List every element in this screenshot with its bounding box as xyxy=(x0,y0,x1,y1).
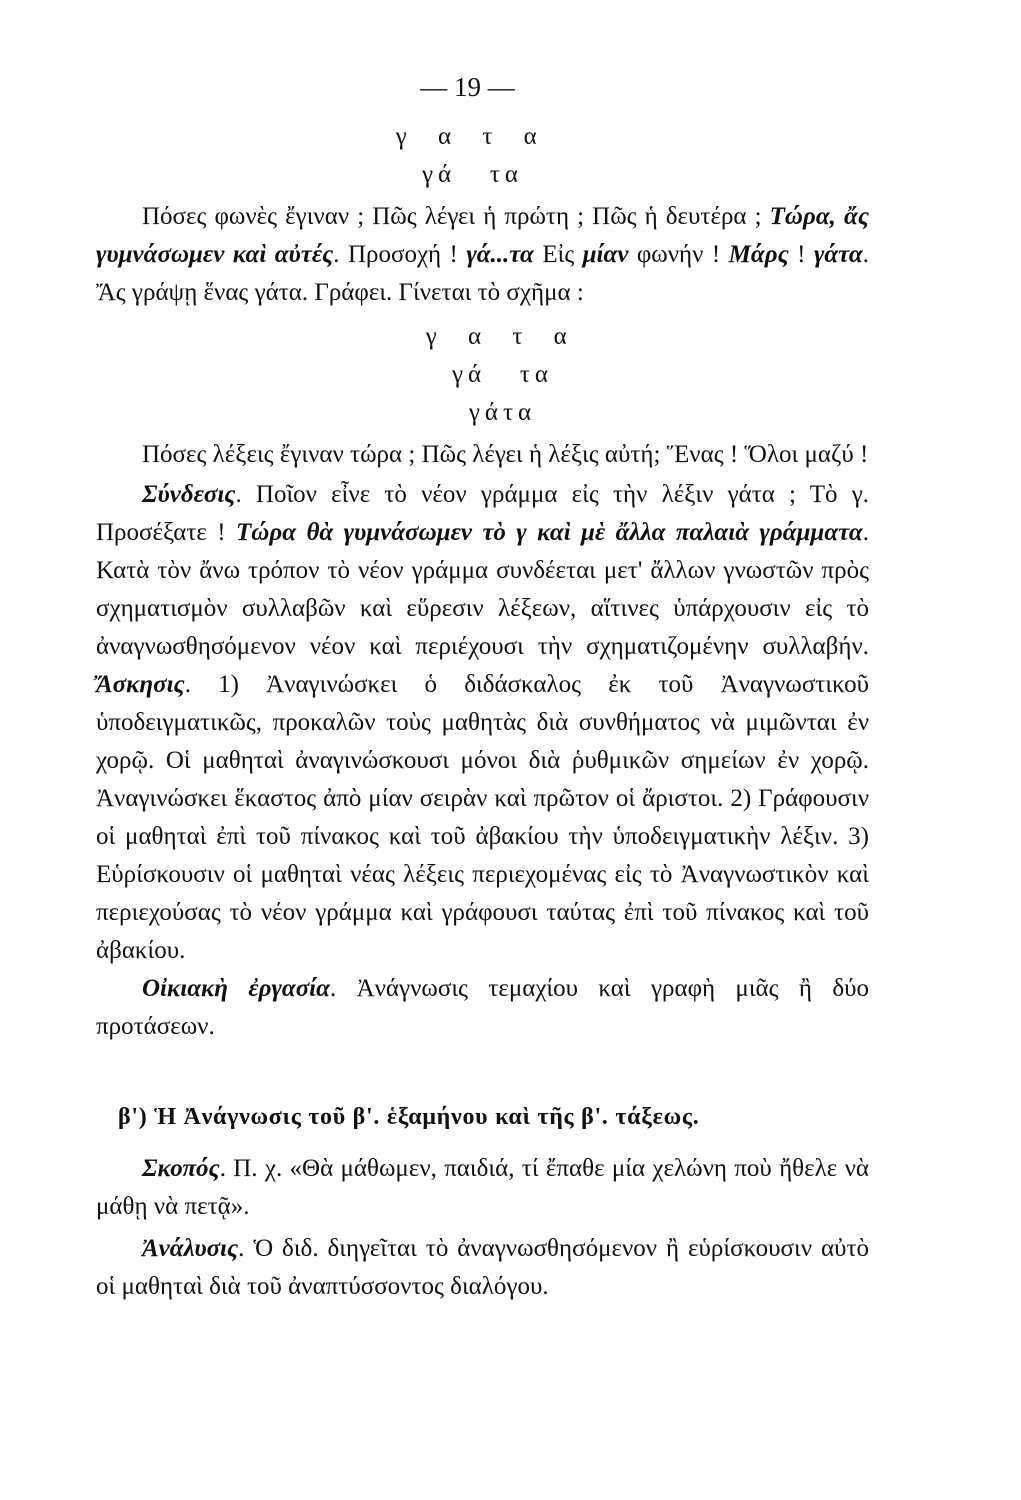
emphasis-text: Τώρα, ἄς γυμνάσωμεν καὶ αὐτές xyxy=(96,203,869,268)
syllable-letters: γ α τ α xyxy=(395,123,550,150)
scheme-letters: γ α τ α xyxy=(425,323,580,350)
emphasis-text: Τώρα θὰ γυμνάσωμεν τὸ γ καὶ μὲ ἄλλα παλαιὰ γράμματα xyxy=(235,519,863,546)
heading-goal: Σκοπός xyxy=(142,1155,220,1182)
heading-analysis: Ἀνάλυσις xyxy=(142,1235,239,1262)
section-title: β') Ἡ Ἀνάγνωσις τοῦ β'. ἑξαμήνου καὶ τῆς β'. τάξεως. xyxy=(118,1104,700,1130)
emphasis-text: γάτα xyxy=(813,241,863,268)
paragraph-homework: Οἰκιακὴ ἐργασία. Ἀνάγνωσις τεμαχίου καὶ γραφὴ μιᾶς ἢ δύο προτάσεων. xyxy=(96,975,870,1040)
paragraph-analysis: Ἀνάλυσις. Ὁ διδ. διηγεῖται τὸ ἀναγνωσθησόμενον ἢ εὑρίσκουσιν αὐτὸ οἱ μαθηταὶ διὰ τοῦ ἀναπτύσσοντος διαλόγου. xyxy=(96,1235,869,1300)
heading-homework: Οἰκιακὴ ἐργασία xyxy=(142,975,330,1002)
syllable-pair: γά τα xyxy=(421,161,524,188)
paragraph-exercise-voices: Πόσες φωνὲς ἔγιναν ; Πῶς λέγει ἡ πρώτη ; Πῶς ἡ δευτέρα ; Τώρα, ἄς γυμνάσωμεν καὶ αὐτές. Προσοχή ! γά...τα Εἰς μίαν φωνήν ! Μάρς ! γάτα. Ἄς γράψῃ ἕνας γάτα. Γράφει. Γίνεται τὸ σχῆμα : xyxy=(96,203,869,306)
scheme-word: γάτα xyxy=(468,399,537,426)
paragraph-goal: Σκοπός. Π. χ. «Θὰ μάθωμεν, παιδιά, τί ἔπαθε μία χελώνη ποὺ ἤθελε νὰ μάθῃ νὰ πετᾷ». xyxy=(96,1155,869,1220)
page-number: — 19 — xyxy=(420,72,515,102)
emphasis-text: μίαν xyxy=(582,241,629,268)
heading-askisis: Ἄσκησις xyxy=(96,671,185,698)
heading-syndesis: Σύνδεσις xyxy=(142,481,236,508)
paragraph-words-count: Πόσες λέξεις ἔγιναν τώρα ; Πῶς λέγει ἡ λέξις αὐτή; Ἕνας ! Ὅλοι μαζύ ! xyxy=(142,441,869,468)
emphasis-text: Μάρς xyxy=(728,241,789,268)
paragraph-connection: Σύνδεσις. Ποῖον εἶνε τὸ νέον γράμμα εἰς τὴν λέξιν γάτα ; Τὸ γ. Προσέξατε ! Τώρα θὰ γυμνάσωμεν τὸ γ καὶ μὲ ἄλλα παλαιὰ γράμματα. Κατὰ τὸν ἄνω τρόπον τὸ νέον γράμμα συνδέεται μετ' ἄλλων γνωστῶν πρὸς σχηματισμὸν συλλαβῶν καὶ εὕρεσιν λέξεων, αἵτινες ὑπάρχουσιν εἰς τὸ ἀναγνωσθησόμενον νέον καὶ περιέχουσι τὴν σχηματιζομένην συλλαβήν. Ἄσκησις. 1) Ἀναγινώσκει ὁ διδάσκαλος ἐκ τοῦ Ἀναγνωστικοῦ ὑποδειγματικῶς, προκαλῶν τοὺς μαθητὰς διὰ συνθήματος νὰ μιμῶνται ἐν χορῷ. Οἱ μαθηταὶ ἀναγινώσκουσι μόνοι διὰ ῥυθμικῶν σημείων ἐν χορῷ. Ἀναγινώσκει ἕκαστος ἀπὸ μίαν σειρὰν καὶ πρῶτον οἱ ἄριστοι. 2) Γράφουσιν οἱ μαθηταὶ ἐπὶ τοῦ πίνακος καὶ τοῦ ἀβακίου τὴν ὑποδειγματικὴν λέξιν. 3) Εὑρίσκουσιν οἱ μαθηταὶ νέας λέξεις περιεχομένας εἰς τὸ Ἀναγνωστικὸν καὶ περιεχούσας τὸ νέον γράμμα καὶ γράφουσι ταύτας ἐπὶ τοῦ πίνακος καὶ τοῦ ἀβακίου. xyxy=(96,481,869,964)
scheme-syllables: γά τα xyxy=(451,361,554,388)
emphasis-text: γά...τα xyxy=(466,241,534,268)
